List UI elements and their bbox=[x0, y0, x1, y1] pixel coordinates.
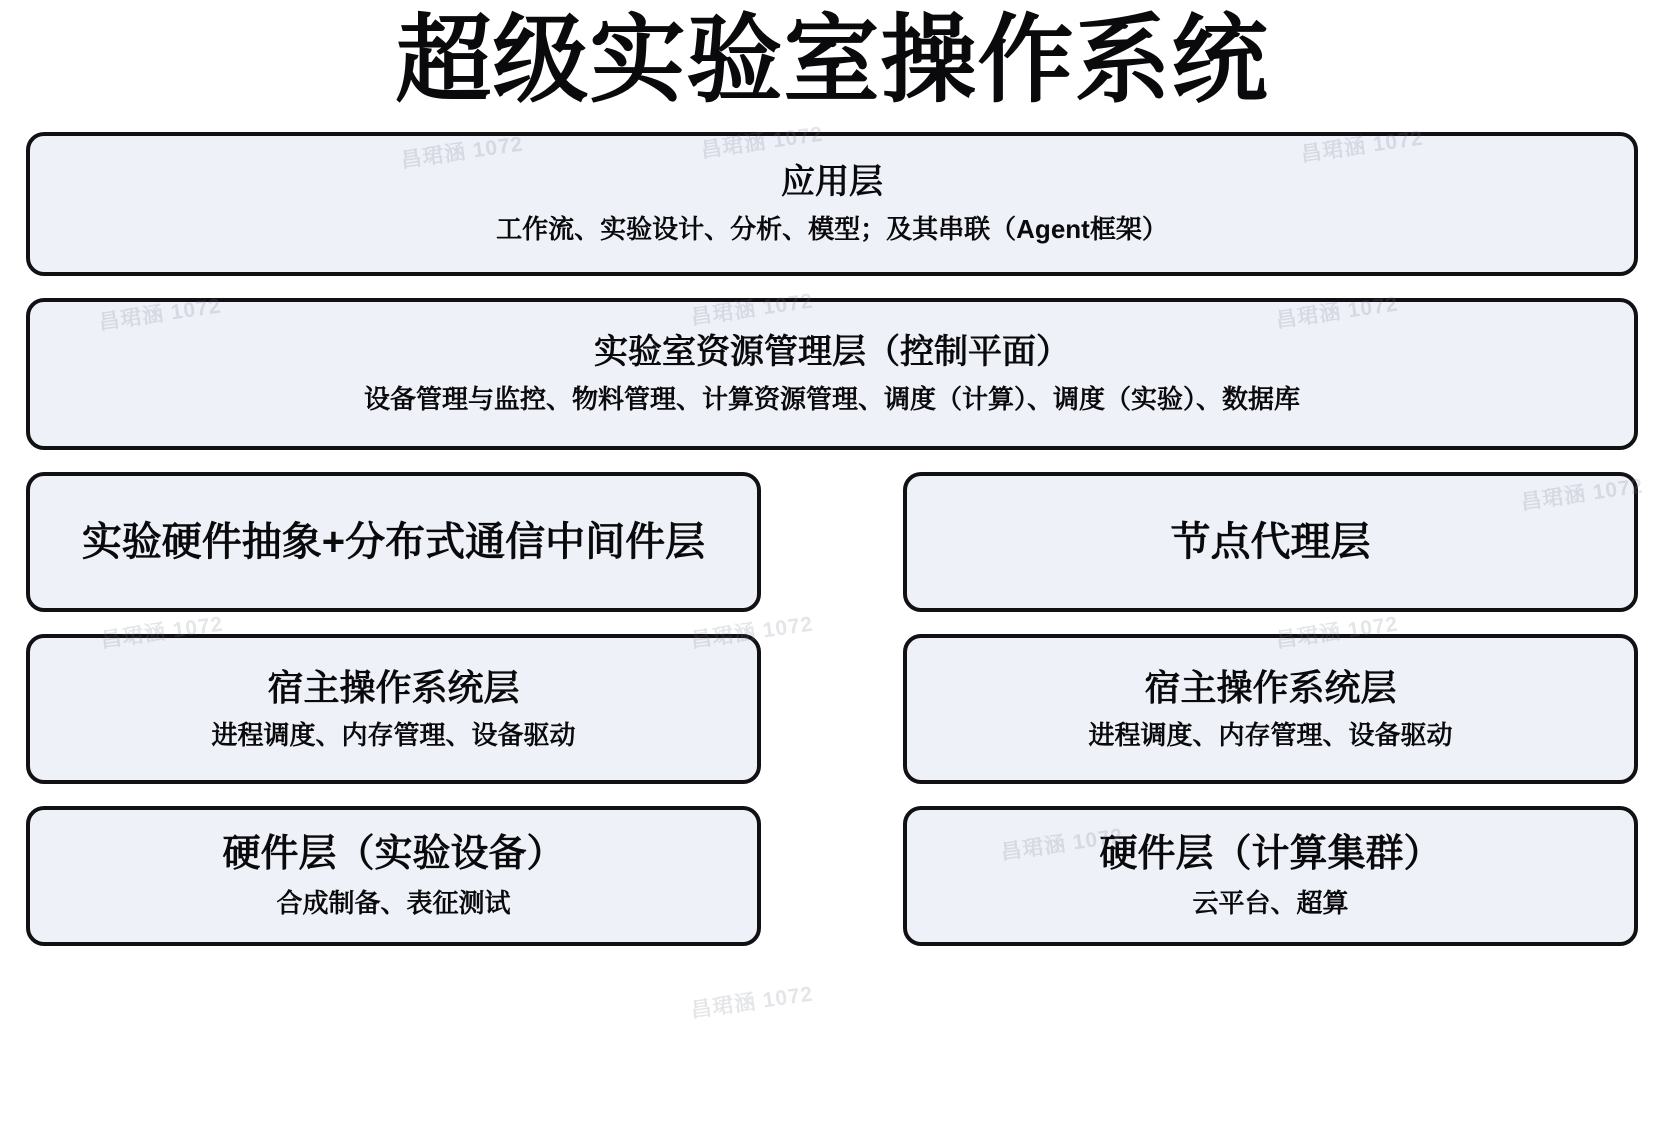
watermark: 昌珺涵 1072 bbox=[689, 612, 815, 653]
column-right-host-os bbox=[903, 634, 1638, 784]
layer-box-host-os-left bbox=[26, 634, 761, 784]
watermark: 昌珺涵 1072 bbox=[1519, 474, 1645, 515]
layer-title-resource-management: 实验室资源管理层（控制平面） bbox=[594, 332, 1070, 371]
layer-box-resource-management bbox=[26, 298, 1638, 450]
column-left-hardware bbox=[26, 806, 761, 946]
layer-title-hardware-abstraction: 实验硬件抽象+分布式通信中间件层 bbox=[81, 519, 706, 564]
watermark: 昌珺涵 1072 bbox=[1274, 612, 1400, 653]
watermark: 昌珺涵 1072 bbox=[689, 982, 815, 1023]
layer-title-host-os-right: 宿主操作系统层 bbox=[1144, 666, 1397, 708]
hardware-row bbox=[26, 806, 1638, 946]
layer-title-application: 应用层 bbox=[781, 162, 883, 201]
watermark: 昌珺涵 1072 bbox=[1274, 292, 1400, 333]
middleware-row bbox=[26, 472, 1638, 612]
column-right-middleware bbox=[903, 472, 1638, 612]
layer-detail-application: 工作流、实验设计、分析、模型；及其串联（Agent框架） bbox=[496, 213, 1168, 244]
page-title: 超级实验室操作系统 bbox=[395, 7, 1269, 114]
watermark: 昌珺涵 1072 bbox=[689, 289, 815, 330]
layer-title-host-os-left: 宿主操作系统层 bbox=[267, 666, 520, 708]
watermark: 昌珺涵 1072 bbox=[999, 824, 1125, 865]
layer-box-hardware-compute-cluster bbox=[903, 806, 1638, 946]
watermark: 昌珺涵 1072 bbox=[1299, 126, 1425, 167]
layer-title-node-agent: 节点代理层 bbox=[1170, 519, 1371, 564]
layer-detail-host-os-right: 进程调度、内存管理、设备驱动 bbox=[1088, 719, 1453, 750]
host-os-row bbox=[26, 634, 1638, 784]
layer-detail-hardware-lab-equipment: 合成制备、表征测试 bbox=[276, 888, 511, 919]
layer-title-hardware-lab-equipment: 硬件层（实验设备） bbox=[222, 832, 565, 875]
layer-box-application bbox=[26, 132, 1638, 276]
watermark: 昌珺涵 1072 bbox=[699, 122, 825, 163]
watermark: 昌珺涵 1072 bbox=[99, 612, 225, 653]
column-left-host-os bbox=[26, 634, 761, 784]
column-left-middleware bbox=[26, 472, 761, 612]
layer-detail-host-os-left: 进程调度、内存管理、设备驱动 bbox=[211, 719, 576, 750]
layer-box-hardware-abstraction bbox=[26, 472, 761, 612]
layer-box-node-agent bbox=[903, 472, 1638, 612]
layer-box-hardware-lab-equipment bbox=[26, 806, 761, 946]
diagram-canvas bbox=[0, 8, 1664, 1128]
watermark: 昌珺涵 1072 bbox=[399, 132, 525, 173]
layer-detail-resource-management: 设备管理与监控、物料管理、计算资源管理、调度（计算）、调度（实验）、数据库 bbox=[363, 383, 1300, 414]
layer-detail-hardware-compute-cluster: 云平台、超算 bbox=[1192, 888, 1349, 919]
column-right-hardware bbox=[903, 806, 1638, 946]
layer-box-host-os-right bbox=[903, 634, 1638, 784]
watermark: 昌珺涵 1072 bbox=[97, 294, 223, 335]
layer-title-hardware-compute-cluster: 硬件层（计算集群） bbox=[1099, 832, 1442, 875]
